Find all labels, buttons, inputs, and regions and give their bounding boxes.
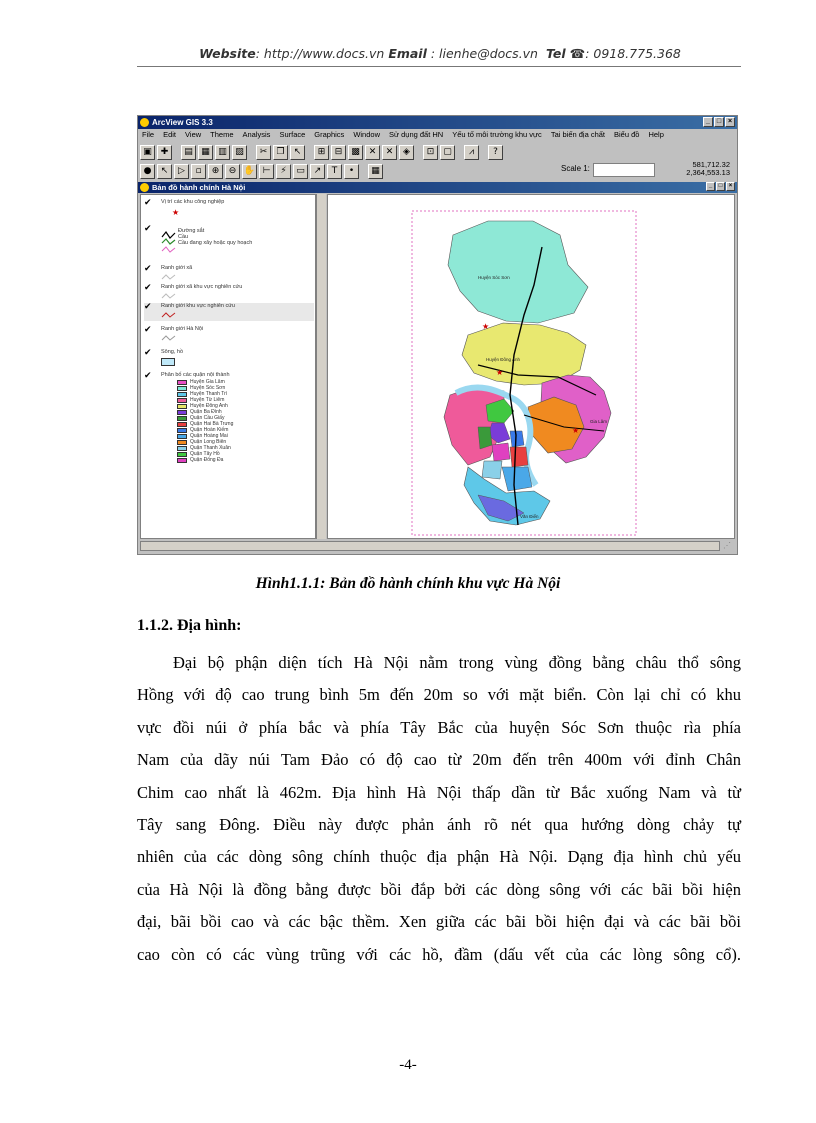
tel-value: : 0918.775.368 bbox=[585, 46, 681, 61]
legend-swatch bbox=[177, 446, 187, 451]
industrial-zone-icon: ★ bbox=[572, 426, 580, 435]
resize-grip-icon[interactable]: ⋰ bbox=[723, 541, 731, 550]
layer-railway[interactable]: ✔ Đường sắt Cầu Cầu đang xây hoặc quy hoạch bbox=[144, 225, 314, 259]
zoom-selected-icon[interactable]: ◈ bbox=[399, 145, 414, 160]
app-title: ArcView GIS 3.3 bbox=[152, 118, 213, 127]
hanoi-map bbox=[328, 195, 734, 538]
pointer-icon[interactable]: ↖ bbox=[157, 164, 172, 179]
map-label: Huyện Sóc Sơn bbox=[478, 275, 510, 280]
paragraph-line: vực đồi núi ở phía bắc và phía Tây Bắc của huyện Sóc Sơn thuộc rìa phía bbox=[137, 717, 741, 737]
menu-item[interactable]: Sử dụng đất HN bbox=[389, 130, 444, 139]
legend-swatch bbox=[177, 410, 187, 415]
hotlink-icon[interactable]: ⚡ bbox=[276, 164, 291, 179]
scale-input[interactable] bbox=[593, 163, 655, 177]
view-title: Bản đồ hành chính Hà Nội bbox=[152, 183, 246, 192]
query-icon[interactable]: ▩ bbox=[348, 145, 363, 160]
checkbox-icon[interactable]: ✔ bbox=[144, 224, 152, 234]
district-hai-ba-trung bbox=[510, 447, 528, 467]
legend-swatch bbox=[177, 428, 187, 433]
cut-icon[interactable]: ✂ bbox=[256, 145, 271, 160]
add-theme-icon[interactable]: ✚ bbox=[157, 145, 172, 160]
properties-icon[interactable]: ▤ bbox=[181, 145, 196, 160]
view-close-icon[interactable]: × bbox=[726, 182, 735, 191]
zoom-out-icon[interactable]: ▢ bbox=[440, 145, 455, 160]
close-icon[interactable]: × bbox=[725, 117, 735, 127]
menu-item[interactable]: View bbox=[185, 130, 202, 139]
checkbox-icon[interactable]: ✔ bbox=[144, 325, 152, 335]
legend-swatch bbox=[177, 398, 187, 403]
page-header bbox=[140, 46, 740, 61]
paragraph-line: Chim cao nhất là 462m. Địa hình Hà Nội thấp dần từ Bắc xuống Nam và từ bbox=[137, 782, 741, 802]
paste-icon[interactable]: ↖ bbox=[290, 145, 305, 160]
website-label: Website bbox=[199, 46, 256, 61]
legend-swatch bbox=[177, 404, 187, 409]
email-value: : lienhe@docs.vn bbox=[426, 46, 538, 61]
boundary-symbol-icon bbox=[161, 334, 177, 342]
menu-item[interactable]: Window bbox=[353, 130, 380, 139]
paragraph-line: Nam của dãy núi Tam Đảo có độ cao từ 20m đến trên 400m với đỉnh Chân bbox=[137, 750, 741, 770]
legend-label: Quận Tây Hồ bbox=[190, 451, 220, 457]
layer-study-area-boundary[interactable]: ✔ Ranh giới khu vực nghiên cứu bbox=[144, 303, 314, 321]
layer-districts[interactable]: ✔ Phân bố các quận nội thành Huyện Gia Lâm Huyện Sóc Sơn Huyện Thanh Trì Huyện Từ Liêm Huyện Đông Anh Quận Ba Đình Quận Cầu Giấy Quận Hai Bà Trưng Quận Hoàn Kiếm Quận Hoàng Mai Quận Long Biên Quận Thanh Xuân Quận Tây Hồ Quận Đống Đa bbox=[144, 371, 234, 463]
zoom-active-icon[interactable]: ✕ bbox=[382, 145, 397, 160]
paragraph-line: nhiên của các dòng sông chính thuộc địa phận Hà Nội. Dạng địa hình chủ yếu bbox=[137, 847, 741, 867]
menu-bar bbox=[138, 129, 737, 141]
legend-label: Quận Hoàng Mai bbox=[190, 433, 228, 439]
app-titlebar bbox=[138, 116, 737, 129]
checkbox-icon[interactable]: ✔ bbox=[144, 283, 152, 293]
water-swatch bbox=[161, 358, 175, 366]
zoom-out-tool-icon[interactable]: ⊖ bbox=[225, 164, 240, 179]
legend-swatch bbox=[177, 392, 187, 397]
pan-icon[interactable]: ✋ bbox=[242, 164, 257, 179]
view-icon bbox=[140, 183, 149, 192]
star-symbol-icon: ★ bbox=[172, 208, 180, 217]
map-label: Gia Lâm bbox=[590, 419, 608, 424]
save-icon[interactable]: ▣ bbox=[140, 145, 155, 160]
legend-swatch bbox=[177, 440, 187, 445]
vertex-edit-icon[interactable]: ▷ bbox=[174, 164, 189, 179]
menu-item[interactable]: Biểu đồ bbox=[614, 130, 640, 139]
body-paragraph bbox=[137, 653, 741, 977]
tel-label: Tel bbox=[545, 46, 566, 61]
paragraph-line: Tây sang Đông. Điều này được phản ánh rõ nét qua hướng dòng chảy tự bbox=[137, 814, 741, 834]
phone-icon: ☎ bbox=[569, 46, 586, 61]
menu-item[interactable]: Surface bbox=[279, 130, 306, 139]
coord-y: 2,364,553.13 bbox=[686, 168, 730, 177]
legend-label: Huyện Đông Anh bbox=[190, 403, 228, 409]
line-symbol-icon bbox=[161, 229, 177, 259]
legend-swatch bbox=[177, 416, 187, 421]
area-of-interest-icon[interactable]: ▭ bbox=[293, 164, 308, 179]
menu-item[interactable]: Tai biến địa chất bbox=[550, 130, 606, 139]
boundary-symbol-icon bbox=[161, 311, 177, 319]
legend-swatch bbox=[177, 380, 187, 385]
district-soc-son bbox=[448, 221, 588, 323]
menu-item[interactable]: File bbox=[142, 130, 155, 139]
paragraph-line: Đại bộ phận diện tích Hà Nội nằm trong vùng đồng bằng châu thổ sông bbox=[173, 653, 741, 672]
chart-icon[interactable]: ▨ bbox=[232, 145, 247, 160]
draw-point-icon[interactable]: • bbox=[344, 164, 359, 179]
legend-label: Quận Hai Bà Trưng bbox=[190, 421, 234, 427]
text-icon[interactable]: T bbox=[327, 164, 342, 179]
arcview-screenshot bbox=[137, 115, 738, 555]
measure-icon[interactable]: ⊢ bbox=[259, 164, 274, 179]
checkbox-icon[interactable]: ✔ bbox=[144, 371, 152, 381]
menu-item[interactable]: Help bbox=[648, 130, 664, 139]
boundary-symbol-icon bbox=[161, 273, 177, 281]
legend-swatch bbox=[177, 452, 187, 457]
legend-swatch bbox=[177, 434, 187, 439]
button-bar bbox=[140, 143, 735, 161]
district-hoan-kiem bbox=[510, 431, 524, 447]
legend-label: Quận Hoàn Kiếm bbox=[190, 427, 229, 433]
zoom-full-icon[interactable]: ✕ bbox=[365, 145, 380, 160]
menu-item[interactable]: Edit bbox=[163, 130, 177, 139]
figure-caption: Hình1.1.1: Bản đồ hành chính khu vực Hà Nội bbox=[255, 575, 561, 592]
table-of-contents: ✔ Vị trí các khu công nghiệp ★ ✔ Đường sắt Cầu Cầu đang xây hoặc quy hoạch ✔ Ranh giới xã ✔ Ranh giới xã khu vực nghiên cứu ✔ Ranh giới khu vực nghiên cứu ✔ Ranh giới Hà Nội ✔ Sông, hồ ✔ Phân bố các quận nội thành Huyện Gia Lâm Huyện Sóc Sơn Huyện Thanh Trì Huyện Từ Liêm Huyện Đông Anh Quận Ba Đình Quận Cầu Giấy Quận Hai Bà Trưng Quận Hoàn Kiếm Quận Hoàng Mai Quận Long Biên Quận Thanh Xuân Quận Tây Hồ Quận Đống Đa bbox=[140, 194, 316, 539]
checkbox-icon[interactable]: ✔ bbox=[144, 198, 152, 208]
legend-swatch bbox=[177, 422, 187, 427]
view-maximize-icon[interactable]: □ bbox=[716, 182, 725, 191]
toc-scrollbar[interactable] bbox=[316, 194, 326, 539]
legend-label: Huyện Từ Liêm bbox=[190, 397, 225, 403]
legend-label: Quận Ba Đình bbox=[190, 409, 222, 415]
legend-label: Quận Long Biên bbox=[190, 439, 227, 445]
view-titlebar bbox=[138, 182, 737, 193]
table-icon[interactable]: ▥ bbox=[215, 145, 230, 160]
paragraph-line: cao còn có các vùng trũng với các hồ, đầm (dấu vết của các lòng sông cổ). bbox=[137, 944, 741, 964]
legend-label: Huyện Thanh Trì bbox=[190, 391, 228, 397]
legend-label: Quận Thanh Xuân bbox=[190, 445, 231, 451]
header-rule bbox=[137, 66, 741, 67]
legend-label: Quận Đống Đa bbox=[190, 457, 224, 463]
district-dong-da bbox=[492, 443, 510, 461]
copy-icon[interactable]: ❐ bbox=[273, 145, 288, 160]
menu-item[interactable]: Analysis bbox=[242, 130, 271, 139]
identify-icon[interactable]: ● bbox=[140, 164, 155, 179]
map-label: Huyện Đông Anh bbox=[486, 357, 521, 362]
map-view[interactable] bbox=[327, 194, 735, 539]
edit-legend-icon[interactable]: ▦ bbox=[198, 145, 213, 160]
map-label: Văn Điển bbox=[520, 514, 539, 519]
website-value: : http://www.docs.vn bbox=[255, 46, 385, 61]
zoom-in-tool-icon[interactable]: ⊕ bbox=[208, 164, 223, 179]
paragraph-line: Hồng với độ cao trung bình 5m đến 20m so với mặt biển. Còn lại chỉ có khu bbox=[137, 685, 741, 705]
paragraph-line: đại, bãi bồi cao và các bậc thềm. Xen giữa các bãi bồi hiện đại và các bãi bồi bbox=[137, 912, 741, 932]
checkbox-icon[interactable]: ✔ bbox=[144, 264, 152, 274]
coordinate-readout bbox=[662, 161, 730, 177]
help-icon[interactable]: ? bbox=[488, 145, 503, 160]
zoom-in-icon[interactable]: ⊡ bbox=[423, 145, 438, 160]
boundary-symbol-icon bbox=[161, 292, 177, 300]
select-all-icon[interactable]: ⊞ bbox=[314, 145, 329, 160]
legend-label: Quận Cầu Giấy bbox=[190, 415, 225, 421]
select-feature-icon[interactable]: ▫ bbox=[191, 164, 206, 179]
legend-swatch bbox=[177, 458, 187, 463]
label-icon[interactable]: ↗ bbox=[310, 164, 325, 179]
industrial-zone-icon: ★ bbox=[482, 322, 490, 331]
select-none-icon[interactable]: ⊟ bbox=[331, 145, 346, 160]
district-cau-giay bbox=[478, 427, 492, 449]
legend-label: Huyện Sóc Sơn bbox=[190, 385, 226, 391]
minimize-icon[interactable]: _ bbox=[703, 117, 713, 127]
menu-item[interactable]: Graphics bbox=[314, 130, 345, 139]
legend-swatch bbox=[177, 386, 187, 391]
paragraph-line: của Hà Nội là đồng bằng được bồi đắp bởi các dòng sông với các bãi bồi hiện bbox=[137, 879, 741, 899]
district-hoang-mai bbox=[502, 467, 532, 491]
checkbox-icon[interactable]: ✔ bbox=[144, 302, 152, 312]
section-heading: 1.1.2. Địa hình: bbox=[137, 617, 242, 634]
checkbox-icon[interactable]: ✔ bbox=[144, 348, 152, 358]
arcview-icon bbox=[140, 118, 149, 127]
horizontal-scrollbar[interactable] bbox=[140, 541, 720, 551]
page-number: -4- bbox=[399, 1057, 417, 1073]
district-thanh-xuan bbox=[482, 461, 502, 479]
coord-x: 581,712.32 bbox=[692, 160, 730, 169]
menu-item[interactable]: Theme bbox=[210, 130, 234, 139]
legend-label: Huyện Gia Lâm bbox=[190, 379, 225, 385]
layout-icon[interactable]: ⩘ bbox=[464, 145, 479, 160]
scale-label: Scale 1: bbox=[561, 164, 590, 173]
menu-item[interactable]: Yếu tố môi trường khu vực bbox=[452, 130, 542, 139]
maximize-icon[interactable]: □ bbox=[714, 117, 724, 127]
extension-icon[interactable]: ▦ bbox=[368, 164, 383, 179]
industrial-zone-icon: ★ bbox=[496, 368, 504, 377]
email-label: Email bbox=[388, 46, 427, 61]
view-minimize-icon[interactable]: _ bbox=[706, 182, 715, 191]
